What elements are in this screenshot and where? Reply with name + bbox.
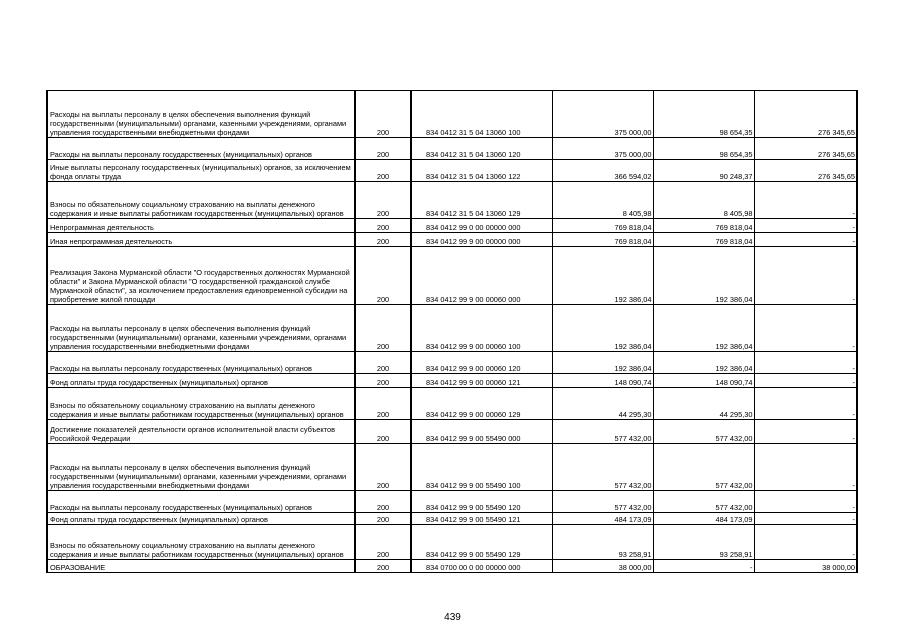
table-row xyxy=(47,352,857,374)
row-code-cell: 834 0412 99 9 00 55490 120 xyxy=(411,491,552,513)
row-approved-cell: 375 000,00 xyxy=(552,138,653,160)
row-executed-cell: 148 090,74 xyxy=(653,374,754,388)
row-code-cell: 834 0412 31 5 04 13060 129 xyxy=(411,182,552,219)
row-code-cell: 834 0412 99 9 00 00060 121 xyxy=(411,374,552,388)
row-approved-cell: 769 818,04 xyxy=(552,219,653,233)
row-name-cell: Расходы на выплаты персоналу государственных (муниципальных) органов xyxy=(47,352,355,374)
row-ved-cell: 200 xyxy=(355,219,411,233)
table-row xyxy=(47,560,857,573)
table-row xyxy=(47,247,857,305)
table-row xyxy=(47,219,857,233)
table-row xyxy=(47,138,857,160)
row-ved-cell: 200 xyxy=(355,420,411,444)
table-row xyxy=(47,491,857,513)
row-code-cell: 834 0412 99 9 00 00000 000 xyxy=(411,233,552,247)
row-executed-cell: 484 173,09 xyxy=(653,513,754,525)
row-remainder-cell: - xyxy=(754,219,857,233)
row-code-cell: 834 0412 99 9 00 00060 100 xyxy=(411,305,552,352)
row-code-cell: 834 0412 99 9 00 00060 129 xyxy=(411,388,552,420)
budget-table xyxy=(46,90,858,573)
row-remainder-cell: - xyxy=(754,374,857,388)
row-code-cell: 834 0412 31 5 04 13060 120 xyxy=(411,138,552,160)
row-executed-cell: 577 432,00 xyxy=(653,444,754,491)
row-approved-cell: 769 818,04 xyxy=(552,233,653,247)
row-approved-cell: 192 386,04 xyxy=(552,305,653,352)
row-name-cell: Достижение показателей деятельности органов исполнительной власти субъектов Российской Федерации xyxy=(47,420,355,444)
row-name-cell: Расходы на выплаты персоналу в целях обеспечения выполнения функций государственными (муниципальными) органами, казенными учреждениями, органами управления государственными внебюджетными фондами xyxy=(47,444,355,491)
row-remainder-cell: 276 345,65 xyxy=(754,138,857,160)
row-approved-cell: 8 405,98 xyxy=(552,182,653,219)
row-code-cell: 834 0412 99 9 00 55490 121 xyxy=(411,513,552,525)
table-row xyxy=(47,160,857,182)
row-executed-cell: 44 295,30 xyxy=(653,388,754,420)
row-remainder-cell: - xyxy=(754,247,857,305)
row-ved-cell: 200 xyxy=(355,352,411,374)
row-remainder-cell: - xyxy=(754,233,857,247)
row-executed-cell: 90 248,37 xyxy=(653,160,754,182)
row-remainder-cell: - xyxy=(754,388,857,420)
row-ved-cell: 200 xyxy=(355,138,411,160)
row-code-cell: 834 0412 99 9 00 55490 100 xyxy=(411,444,552,491)
row-ved-cell: 200 xyxy=(355,444,411,491)
row-name-cell: Фонд оплаты труда государственных (муниципальных) органов xyxy=(47,374,355,388)
row-ved-cell: 200 xyxy=(355,374,411,388)
row-approved-cell: 192 386,04 xyxy=(552,352,653,374)
row-approved-cell: 38 000,00 xyxy=(552,560,653,573)
row-ved-cell: 200 xyxy=(355,160,411,182)
budget-table-body xyxy=(47,91,857,573)
row-name-cell: Иные выплаты персоналу государственных (муниципальных) органов, за исключением фонда оплаты труда xyxy=(47,160,355,182)
row-ved-cell: 200 xyxy=(355,491,411,513)
row-ved-cell: 200 xyxy=(355,233,411,247)
row-ved-cell: 200 xyxy=(355,560,411,573)
row-approved-cell: 192 386,04 xyxy=(552,247,653,305)
row-name-cell: Расходы на выплаты персоналу в целях обеспечения выполнения функций государственными (муниципальными) органами, казенными учреждениями, органами управления государственными внебюджетными фондами xyxy=(47,305,355,352)
row-executed-cell: 577 432,00 xyxy=(653,491,754,513)
row-code-cell: 834 0412 31 5 04 13060 122 xyxy=(411,160,552,182)
row-executed-cell: 93 258,91 xyxy=(653,525,754,560)
row-name-cell: Взносы по обязательному социальному страхованию на выплаты денежного содержания и иные выплаты работникам государственных (муниципальных) органов xyxy=(47,525,355,560)
row-remainder-cell: - xyxy=(754,491,857,513)
table-row xyxy=(47,91,857,138)
row-remainder-cell: - xyxy=(754,305,857,352)
row-remainder-cell: 276 345,65 xyxy=(754,91,857,138)
table-row xyxy=(47,420,857,444)
row-code-cell: 834 0412 99 9 00 55490 000 xyxy=(411,420,552,444)
row-remainder-cell: - xyxy=(754,420,857,444)
table-row xyxy=(47,388,857,420)
row-name-cell: ОБРАЗОВАНИЕ xyxy=(47,560,355,573)
row-name-cell: Расходы на выплаты персоналу государственных (муниципальных) органов xyxy=(47,138,355,160)
row-name-cell: Взносы по обязательному социальному страхованию на выплаты денежного содержания и иные выплаты работникам государственных (муниципальных) органов xyxy=(47,182,355,219)
row-ved-cell: 200 xyxy=(355,182,411,219)
row-remainder-cell: - xyxy=(754,352,857,374)
table-row xyxy=(47,233,857,247)
row-name-cell: Фонд оплаты труда государственных (муниципальных) органов xyxy=(47,513,355,525)
row-approved-cell: 484 173,09 xyxy=(552,513,653,525)
row-remainder-cell: - xyxy=(754,444,857,491)
row-ved-cell: 200 xyxy=(355,247,411,305)
row-executed-cell: 577 432,00 xyxy=(653,420,754,444)
row-name-cell: Расходы на выплаты персоналу в целях обеспечения выполнения функций государственными (муниципальными) органами, казенными учреждениями, органами управления государственными внебюджетными фондами xyxy=(47,91,355,138)
row-name-cell: Иная непрограммная деятельность xyxy=(47,233,355,247)
row-approved-cell: 577 432,00 xyxy=(552,420,653,444)
row-executed-cell: 98 654,35 xyxy=(653,91,754,138)
row-ved-cell: 200 xyxy=(355,513,411,525)
document-page xyxy=(46,90,856,573)
row-approved-cell: 366 594,02 xyxy=(552,160,653,182)
row-executed-cell: 98 654,35 xyxy=(653,138,754,160)
table-row xyxy=(47,444,857,491)
row-remainder-cell: - xyxy=(754,182,857,219)
row-ved-cell: 200 xyxy=(355,305,411,352)
row-ved-cell: 200 xyxy=(355,388,411,420)
row-remainder-cell: - xyxy=(754,525,857,560)
table-row xyxy=(47,182,857,219)
row-ved-cell: 200 xyxy=(355,525,411,560)
row-executed-cell: - xyxy=(653,560,754,573)
row-name-cell: Реализация Закона Мурманской области "О государственных должностях Мурманской области" и Закона Мурманской области "О государственной гражданской службе Мурманской области", за исключением предоставления единовременной субсидии на приобретение жилой площади xyxy=(47,247,355,305)
row-executed-cell: 769 818,04 xyxy=(653,219,754,233)
row-approved-cell: 577 432,00 xyxy=(552,444,653,491)
row-approved-cell: 577 432,00 xyxy=(552,491,653,513)
table-row xyxy=(47,525,857,560)
row-executed-cell: 192 386,04 xyxy=(653,247,754,305)
row-name-cell: Взносы по обязательному социальному страхованию на выплаты денежного содержания и иные выплаты работникам государственных (муниципальных) органов xyxy=(47,388,355,420)
row-executed-cell: 769 818,04 xyxy=(653,233,754,247)
row-executed-cell: 192 386,04 xyxy=(653,352,754,374)
table-row xyxy=(47,374,857,388)
row-name-cell: Непрограммная деятельность xyxy=(47,219,355,233)
row-remainder-cell: 276 345,65 xyxy=(754,160,857,182)
row-code-cell: 834 0700 00 0 00 00000 000 xyxy=(411,560,552,573)
row-approved-cell: 93 258,91 xyxy=(552,525,653,560)
table-row xyxy=(47,305,857,352)
row-ved-cell: 200 xyxy=(355,91,411,138)
table-row xyxy=(47,513,857,525)
row-code-cell: 834 0412 31 5 04 13060 100 xyxy=(411,91,552,138)
row-approved-cell: 44 295,30 xyxy=(552,388,653,420)
row-approved-cell: 375 000,00 xyxy=(552,91,653,138)
row-name-cell: Расходы на выплаты персоналу государственных (муниципальных) органов xyxy=(47,491,355,513)
row-executed-cell: 8 405,98 xyxy=(653,182,754,219)
row-remainder-cell: 38 000,00 xyxy=(754,560,857,573)
page-number: 439 xyxy=(444,612,461,623)
row-approved-cell: 148 090,74 xyxy=(552,374,653,388)
row-code-cell: 834 0412 99 0 00 00000 000 xyxy=(411,219,552,233)
row-code-cell: 834 0412 99 9 00 00060 120 xyxy=(411,352,552,374)
row-remainder-cell: - xyxy=(754,513,857,525)
row-code-cell: 834 0412 99 9 00 55490 129 xyxy=(411,525,552,560)
row-executed-cell: 192 386,04 xyxy=(653,305,754,352)
row-code-cell: 834 0412 99 9 00 00060 000 xyxy=(411,247,552,305)
